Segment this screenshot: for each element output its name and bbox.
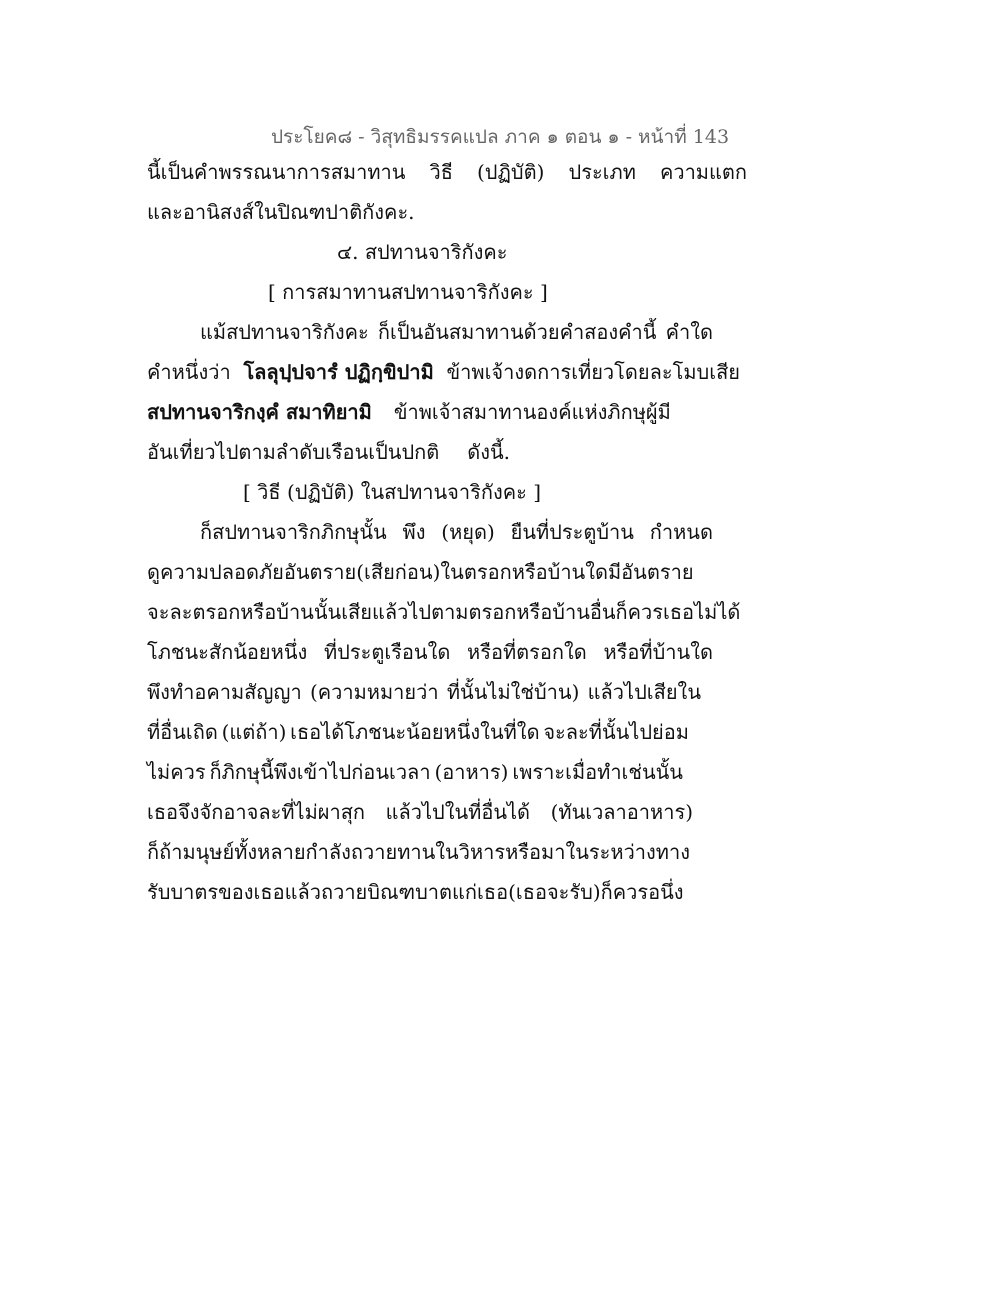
intro-line-1 bbox=[147, 158, 747, 186]
section-heading: ๔. สปทานจาริกังคะ bbox=[337, 240, 508, 264]
text-segment: โภชนะสักน้อยหนึ่ง bbox=[147, 640, 308, 664]
text-segment: ก็ควร bbox=[600, 880, 649, 904]
pali-formula: โลลุปฺปจารํ ปฏิกฺขิปามิ bbox=[243, 360, 434, 384]
text-segment: รับบาตรของเธอแล้วถวายบิณฑบาตแก่เธอ bbox=[147, 880, 509, 904]
para2-line-2 bbox=[147, 558, 694, 586]
text-segment: ในตรอกหรือบ้านใดมีอันตราย bbox=[440, 560, 694, 584]
pali-formula: สปทานจาริกงฺคํ สมาทิยามิ bbox=[147, 400, 372, 424]
para2-line-9 bbox=[147, 838, 690, 866]
para2-line-1 bbox=[200, 518, 713, 546]
text-segment: ยืนที่ประตูบ้าน bbox=[510, 520, 634, 544]
text-segment: ก็ภิกษุนี้พึงเข้าไปก่อนเวลา bbox=[209, 760, 431, 784]
text-segment: พึง bbox=[402, 520, 426, 544]
text-segment: (เธอจะรับ) bbox=[508, 880, 601, 904]
para2-line-8 bbox=[147, 798, 693, 826]
text-segment: หรือมาในระหว่างทาง bbox=[505, 840, 690, 864]
subheading-practice: [ วิธี (ปฏิบัติ) ในสปทานจาริกังคะ ] bbox=[243, 480, 541, 504]
text-segment: ก็เป็นอันสมาทานด้วยคำสองคำนี้ bbox=[377, 320, 657, 344]
text-segment: ก็ถ้ามนุษย์ทั้งหลายกำลังถวายทานในวิหาร bbox=[147, 840, 506, 864]
text-segment: แล้วไปเสียใน bbox=[587, 680, 701, 704]
text-segment: ที่ประตูเรือนใด bbox=[323, 640, 451, 664]
para1-line-2 bbox=[147, 358, 740, 386]
para2-line-10 bbox=[147, 878, 684, 906]
text-segment: (หยุด) bbox=[441, 520, 495, 544]
subheading-undertaking: [ การสมาทานสปทานจาริกังคะ ] bbox=[268, 280, 548, 304]
para2-line-5 bbox=[147, 678, 701, 706]
text-segment: ดังนี้. bbox=[467, 440, 511, 464]
text-segment: อันเที่ยวไปตามลำดับเรือนเป็นปกติ bbox=[147, 440, 440, 464]
text-segment: อนึ่ง bbox=[648, 880, 684, 904]
para2-line-6 bbox=[147, 718, 689, 746]
text-segment: แม้สปทานจาริกังคะ bbox=[200, 320, 369, 344]
para1-line-1 bbox=[200, 318, 713, 346]
text-segment: เธอจึงจักอาจละที่ไม่ผาสุก bbox=[147, 800, 366, 824]
text-segment: จะละที่นั้นไปย่อม bbox=[543, 720, 689, 744]
text-segment: หรือที่ตรอกใด bbox=[467, 640, 587, 664]
text-segment: ไม่ควร bbox=[147, 760, 206, 784]
intro-line-2: และอานิสงส์ในปิณฑปาติกังคะ. bbox=[147, 200, 415, 224]
text-segment: (อาหาร) bbox=[434, 760, 509, 784]
text-segment: นี้เป็นคำพรรณนาการสมาทาน bbox=[147, 160, 406, 184]
text-segment: ที่นั้นไม่ใช่บ้าน) bbox=[446, 680, 580, 704]
text-segment: (เสียก่อน) bbox=[356, 560, 441, 584]
text-segment: (ความหมายว่า bbox=[309, 680, 439, 704]
text-segment: ดูความปลอดภัยอันตราย bbox=[147, 560, 357, 584]
para1-line-4 bbox=[147, 438, 747, 466]
text-segment: เธอไม่ได้ bbox=[663, 600, 741, 624]
text-segment: (ปฏิบัติ) bbox=[477, 160, 545, 184]
text-segment: คำใด bbox=[665, 320, 713, 344]
text-segment: ข้าพเจ้างดการเที่ยวโดยละโมบเสีย bbox=[446, 360, 740, 384]
text-segment: ก็สปทานจาริกภิกษุนั้น bbox=[200, 520, 387, 544]
text-segment: แล้วไปในที่อื่นได้ bbox=[385, 800, 531, 824]
para2-line-3 bbox=[147, 598, 740, 626]
text-segment: ข้าพเจ้าสมาทานองค์แห่งภิกษุผู้มี bbox=[393, 400, 671, 424]
para2-line-4 bbox=[147, 638, 713, 666]
text-segment: กำหนด bbox=[649, 520, 713, 544]
text-segment: วิธี bbox=[429, 160, 453, 184]
text-segment: เพราะเมื่อทำเช่นนั้น bbox=[512, 760, 683, 784]
text-segment: ประเภท bbox=[568, 160, 636, 184]
para1-line-3 bbox=[147, 398, 747, 426]
text-segment: เธอได้โภชนะน้อยหนึ่งในที่ใด bbox=[290, 720, 540, 744]
text-segment: คำหนึ่งว่า bbox=[147, 360, 231, 384]
running-header: ประโยค๘ - วิสุทธิมรรคแปล ภาค ๑ ตอน ๑ - หน้าที่ 143 bbox=[270, 126, 730, 148]
text-segment: (แต่ถ้า) bbox=[221, 720, 287, 744]
text-segment: จะละตรอกหรือบ้านนั้นเสียแล้วไปตามตรอกหรือบ้านอื่นก็ควร bbox=[147, 600, 664, 624]
para2-line-7 bbox=[147, 758, 683, 786]
text-segment: ที่อื่นเถิด bbox=[147, 720, 218, 744]
text-segment: ความแตก bbox=[659, 160, 747, 184]
text-segment: หรือที่บ้านใด bbox=[603, 640, 713, 664]
text-segment: พึงทำอคามสัญญา bbox=[147, 680, 302, 704]
text-segment: (ทันเวลาอาหาร) bbox=[550, 800, 693, 824]
